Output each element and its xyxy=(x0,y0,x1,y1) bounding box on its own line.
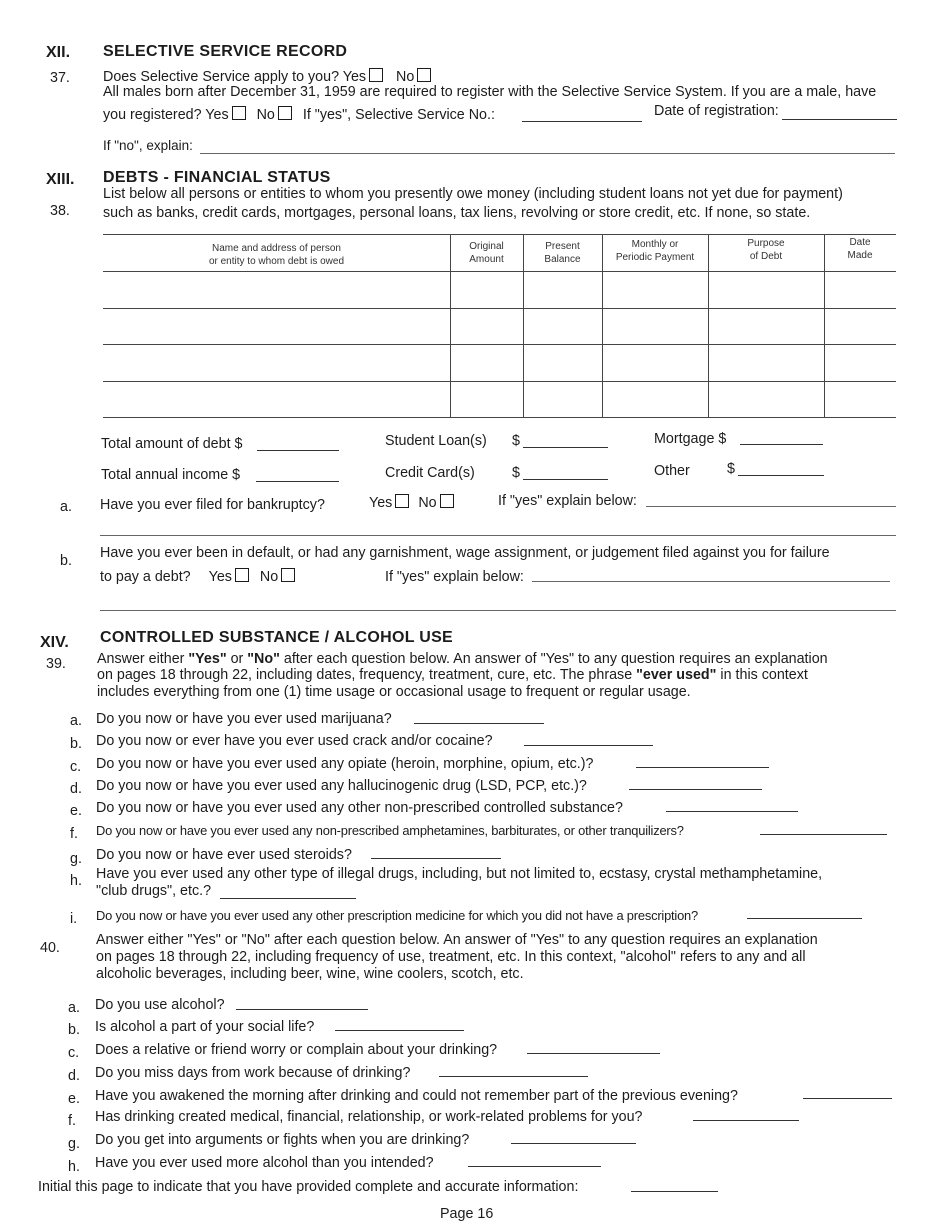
question-37-number: 37. xyxy=(50,70,70,86)
question-39-line-2: on pages 18 through 22, including dates, frequency, treatment, cure, etc. The phrase "ever used" in this context xyxy=(97,667,808,683)
mortgage-field[interactable] xyxy=(740,444,823,445)
question-40-number: 40. xyxy=(40,940,60,956)
table-bottom-border xyxy=(103,417,896,418)
q40h-answer-field[interactable] xyxy=(468,1166,601,1167)
section-13-title: DEBTS - FINANCIAL STATUS xyxy=(103,169,331,186)
q39h-text: Have you ever used any other type of illegal drugs, including, but not limited to, ecstasy, crystal methamphetamine, xyxy=(96,866,823,882)
q40g-answer-field[interactable] xyxy=(511,1143,636,1144)
q40b-text: Is alcohol a part of your social life? xyxy=(95,1019,315,1035)
initial-page-label: Initial this page to indicate that you have provided complete and accurate information: xyxy=(38,1179,579,1195)
student-loans-field[interactable] xyxy=(523,447,608,448)
q39h-answer-field[interactable] xyxy=(220,898,356,899)
q40f-text: Has drinking created medical, financial, relationship, or work-related problems for you? xyxy=(95,1109,643,1125)
q40g-text: Do you get into arguments or fights when you are drinking? xyxy=(95,1132,470,1148)
other-label: Other xyxy=(654,463,690,479)
question-40-line-3: alcoholic beverages, including beer, wine, wine coolers, scotch, etc. xyxy=(96,966,524,982)
q39i-letter: i. xyxy=(70,911,78,927)
table-row-border xyxy=(103,344,896,345)
explain-no-label: If "no", explain: xyxy=(103,138,193,153)
student-loans-dollar: $ xyxy=(512,433,520,449)
section-14-number: XIV. xyxy=(40,634,69,651)
q39d-answer-field[interactable] xyxy=(629,789,762,790)
q40c-text: Does a relative or friend worry or complain about your drinking? xyxy=(95,1042,498,1058)
q39d-text: Do you now or have you ever used any hallucinogenic drug (LSD, PCP, etc.)? xyxy=(96,778,587,794)
bankruptcy-explain-label: If "yes" explain below: xyxy=(498,493,637,509)
default-yes-checkbox[interactable] xyxy=(235,568,249,582)
q40d-answer-field[interactable] xyxy=(439,1076,588,1077)
q39e-answer-field[interactable] xyxy=(666,811,798,812)
total-debt-field[interactable] xyxy=(257,450,339,451)
table-top-border xyxy=(103,234,896,235)
q40b-letter: b. xyxy=(68,1022,80,1038)
question-38a-text: Have you ever filed for bankruptcy? xyxy=(100,497,325,513)
page-number: Page 16 xyxy=(440,1206,494,1222)
q40f-letter: f. xyxy=(68,1113,76,1129)
q40a-letter: a. xyxy=(68,1000,80,1016)
bankruptcy-no-checkbox[interactable] xyxy=(440,494,454,508)
default-explain-label: If "yes" explain below: xyxy=(385,569,524,585)
credit-cards-dollar: $ xyxy=(512,465,520,481)
question-39-line-3: includes everything from one (1) time usage or occasional usage to frequent or regular usage. xyxy=(97,684,691,700)
question-38b-letter: b. xyxy=(60,553,72,569)
question-38-number: 38. xyxy=(50,203,70,219)
question-38b-line-2: to pay a debt? Yes No xyxy=(100,568,298,585)
question-38b-line-1: Have you ever been in default, or had any garnishment, wage assignment, or judgement filed against you for failure xyxy=(100,545,830,561)
q39a-letter: a. xyxy=(70,713,82,729)
explain-no-field[interactable] xyxy=(200,153,895,154)
header-date-made: Date Made xyxy=(847,237,873,261)
q39h-letter: h. xyxy=(70,873,82,889)
table-row-border xyxy=(103,308,896,309)
q39f-text: Do you now or have you ever used any non-prescribed amphetamines, barbiturates, or other tranquilizers? xyxy=(96,823,684,838)
q37-yes-checkbox[interactable] xyxy=(369,68,383,82)
q39c-letter: c. xyxy=(70,759,82,775)
q39a-text: Do you now or have you ever used marijuana? xyxy=(96,711,392,727)
q39g-letter: g. xyxy=(70,851,82,867)
q40e-letter: e. xyxy=(68,1091,80,1107)
q40d-letter: d. xyxy=(68,1068,80,1084)
q40f-answer-field[interactable] xyxy=(693,1120,799,1121)
question-38-line-2: such as banks, credit cards, mortgages, personal loans, tax liens, revolving or store credit, etc. If none, so state. xyxy=(103,205,811,221)
q39g-answer-field[interactable] xyxy=(371,858,501,859)
question-38-line-1: List below all persons or entities to whom you presently owe money (including student loans not yet due for payment) xyxy=(103,186,843,202)
total-income-label: Total annual income $ xyxy=(101,467,241,483)
q40d-text: Do you miss days from work because of drinking? xyxy=(95,1065,411,1081)
default-explain-field[interactable] xyxy=(532,581,890,582)
date-of-registration-label: Date of registration: xyxy=(654,103,779,119)
other-dollar: $ xyxy=(727,461,735,477)
bankruptcy-explain-field[interactable] xyxy=(646,506,896,507)
q40a-text: Do you use alcohol? xyxy=(95,997,225,1013)
section-12-title: SELECTIVE SERVICE RECORD xyxy=(103,43,348,60)
q40a-answer-field[interactable] xyxy=(236,1009,368,1010)
q39c-answer-field[interactable] xyxy=(636,767,769,768)
q39a-answer-field[interactable] xyxy=(414,723,544,724)
q40h-letter: h. xyxy=(68,1159,80,1175)
q39b-letter: b. xyxy=(70,736,82,752)
selective-service-number-field[interactable] xyxy=(522,121,642,122)
mortgage-label: Mortgage $ xyxy=(654,431,727,447)
question-38a-letter: a. xyxy=(60,499,72,515)
total-income-field[interactable] xyxy=(256,481,339,482)
registered-no-checkbox[interactable] xyxy=(278,106,292,120)
table-row-border xyxy=(103,381,896,382)
student-loans-label: Student Loan(s) xyxy=(385,433,487,449)
header-monthly-payment: Monthly or Periodic Payment xyxy=(615,239,695,263)
q39b-text: Do you now or ever have you ever used crack and/or cocaine? xyxy=(96,733,493,749)
default-no-checkbox[interactable] xyxy=(281,568,295,582)
q39h-text-2: "club drugs", etc.? xyxy=(96,883,212,899)
q37-no-checkbox[interactable] xyxy=(417,68,431,82)
bankruptcy-yes-checkbox[interactable] xyxy=(395,494,409,508)
question-40-line-2: on pages 18 through 22, including frequency of use, treatment, etc. In this context, "alcohol" refers to any and all xyxy=(96,949,806,965)
other-field[interactable] xyxy=(738,475,824,476)
credit-cards-field[interactable] xyxy=(523,479,608,480)
bankruptcy-options: Yes No xyxy=(369,494,457,511)
registered-yes-checkbox[interactable] xyxy=(232,106,246,120)
question-39-line-1: Answer either "Yes" or "No" after each question below. An answer of "Yes" to any question requires an explanation xyxy=(97,651,828,667)
q39b-answer-field[interactable] xyxy=(524,745,653,746)
total-debt-label: Total amount of debt $ xyxy=(101,436,243,452)
question-37-text: Does Selective Service apply to you? Yes No xyxy=(103,68,434,85)
header-original-amount: Original Amount xyxy=(469,241,504,265)
q40e-answer-field[interactable] xyxy=(803,1098,892,1099)
section-12-number: XII. xyxy=(46,44,71,61)
q40c-answer-field[interactable] xyxy=(527,1053,660,1054)
header-purpose-of-debt: Purpose of Debt xyxy=(747,238,785,262)
q39f-letter: f. xyxy=(70,826,78,842)
header-present-balance: Present Balance xyxy=(544,241,581,265)
question-40-line-1: Answer either "Yes" or "No" after each question below. An answer of "Yes" to any question requires an explanation xyxy=(96,932,818,948)
header-name-address: Name and address of person or entity to whom debt is owed xyxy=(208,243,345,267)
q40c-letter: c. xyxy=(68,1045,80,1061)
q39i-answer-field[interactable] xyxy=(747,918,862,919)
q39e-letter: e. xyxy=(70,803,82,819)
q39g-text: Do you now or have ever used steroids? xyxy=(96,847,352,863)
q39i-text: Do you now or have you ever used any other prescription medicine for which you did not have a prescription? xyxy=(96,908,698,923)
initial-field[interactable] xyxy=(631,1191,718,1192)
q40g-letter: g. xyxy=(68,1136,80,1152)
q39d-letter: d. xyxy=(70,781,82,797)
default-explain-line-2[interactable] xyxy=(100,610,896,611)
q39c-text: Do you now or have you ever used any opiate (heroin, morphine, opium, etc.)? xyxy=(96,756,594,772)
question-37-registered: you registered? Yes No If "yes", Selective Service No.: xyxy=(103,107,495,123)
question-39-number: 39. xyxy=(46,656,66,672)
section-13-number: XIII. xyxy=(46,171,75,188)
q39f-answer-field[interactable] xyxy=(760,834,887,835)
q39e-text: Do you now or have you ever used any other non-prescribed controlled substance? xyxy=(96,800,623,816)
q40e-text: Have you awakened the morning after drinking and could not remember part of the previous evening? xyxy=(95,1088,738,1104)
q40b-answer-field[interactable] xyxy=(335,1030,464,1031)
credit-cards-label: Credit Card(s) xyxy=(385,465,475,481)
bankruptcy-explain-line-2[interactable] xyxy=(100,535,896,536)
question-37-note: All males born after December 31, 1959 are required to register with the Selective Service System. If you are a male, have xyxy=(103,84,877,100)
table-header-border xyxy=(103,271,896,272)
q40h-text: Have you ever used more alcohol than you intended? xyxy=(95,1155,434,1171)
date-of-registration-field[interactable] xyxy=(782,119,897,120)
section-14-title: CONTROLLED SUBSTANCE / ALCOHOL USE xyxy=(100,629,454,646)
